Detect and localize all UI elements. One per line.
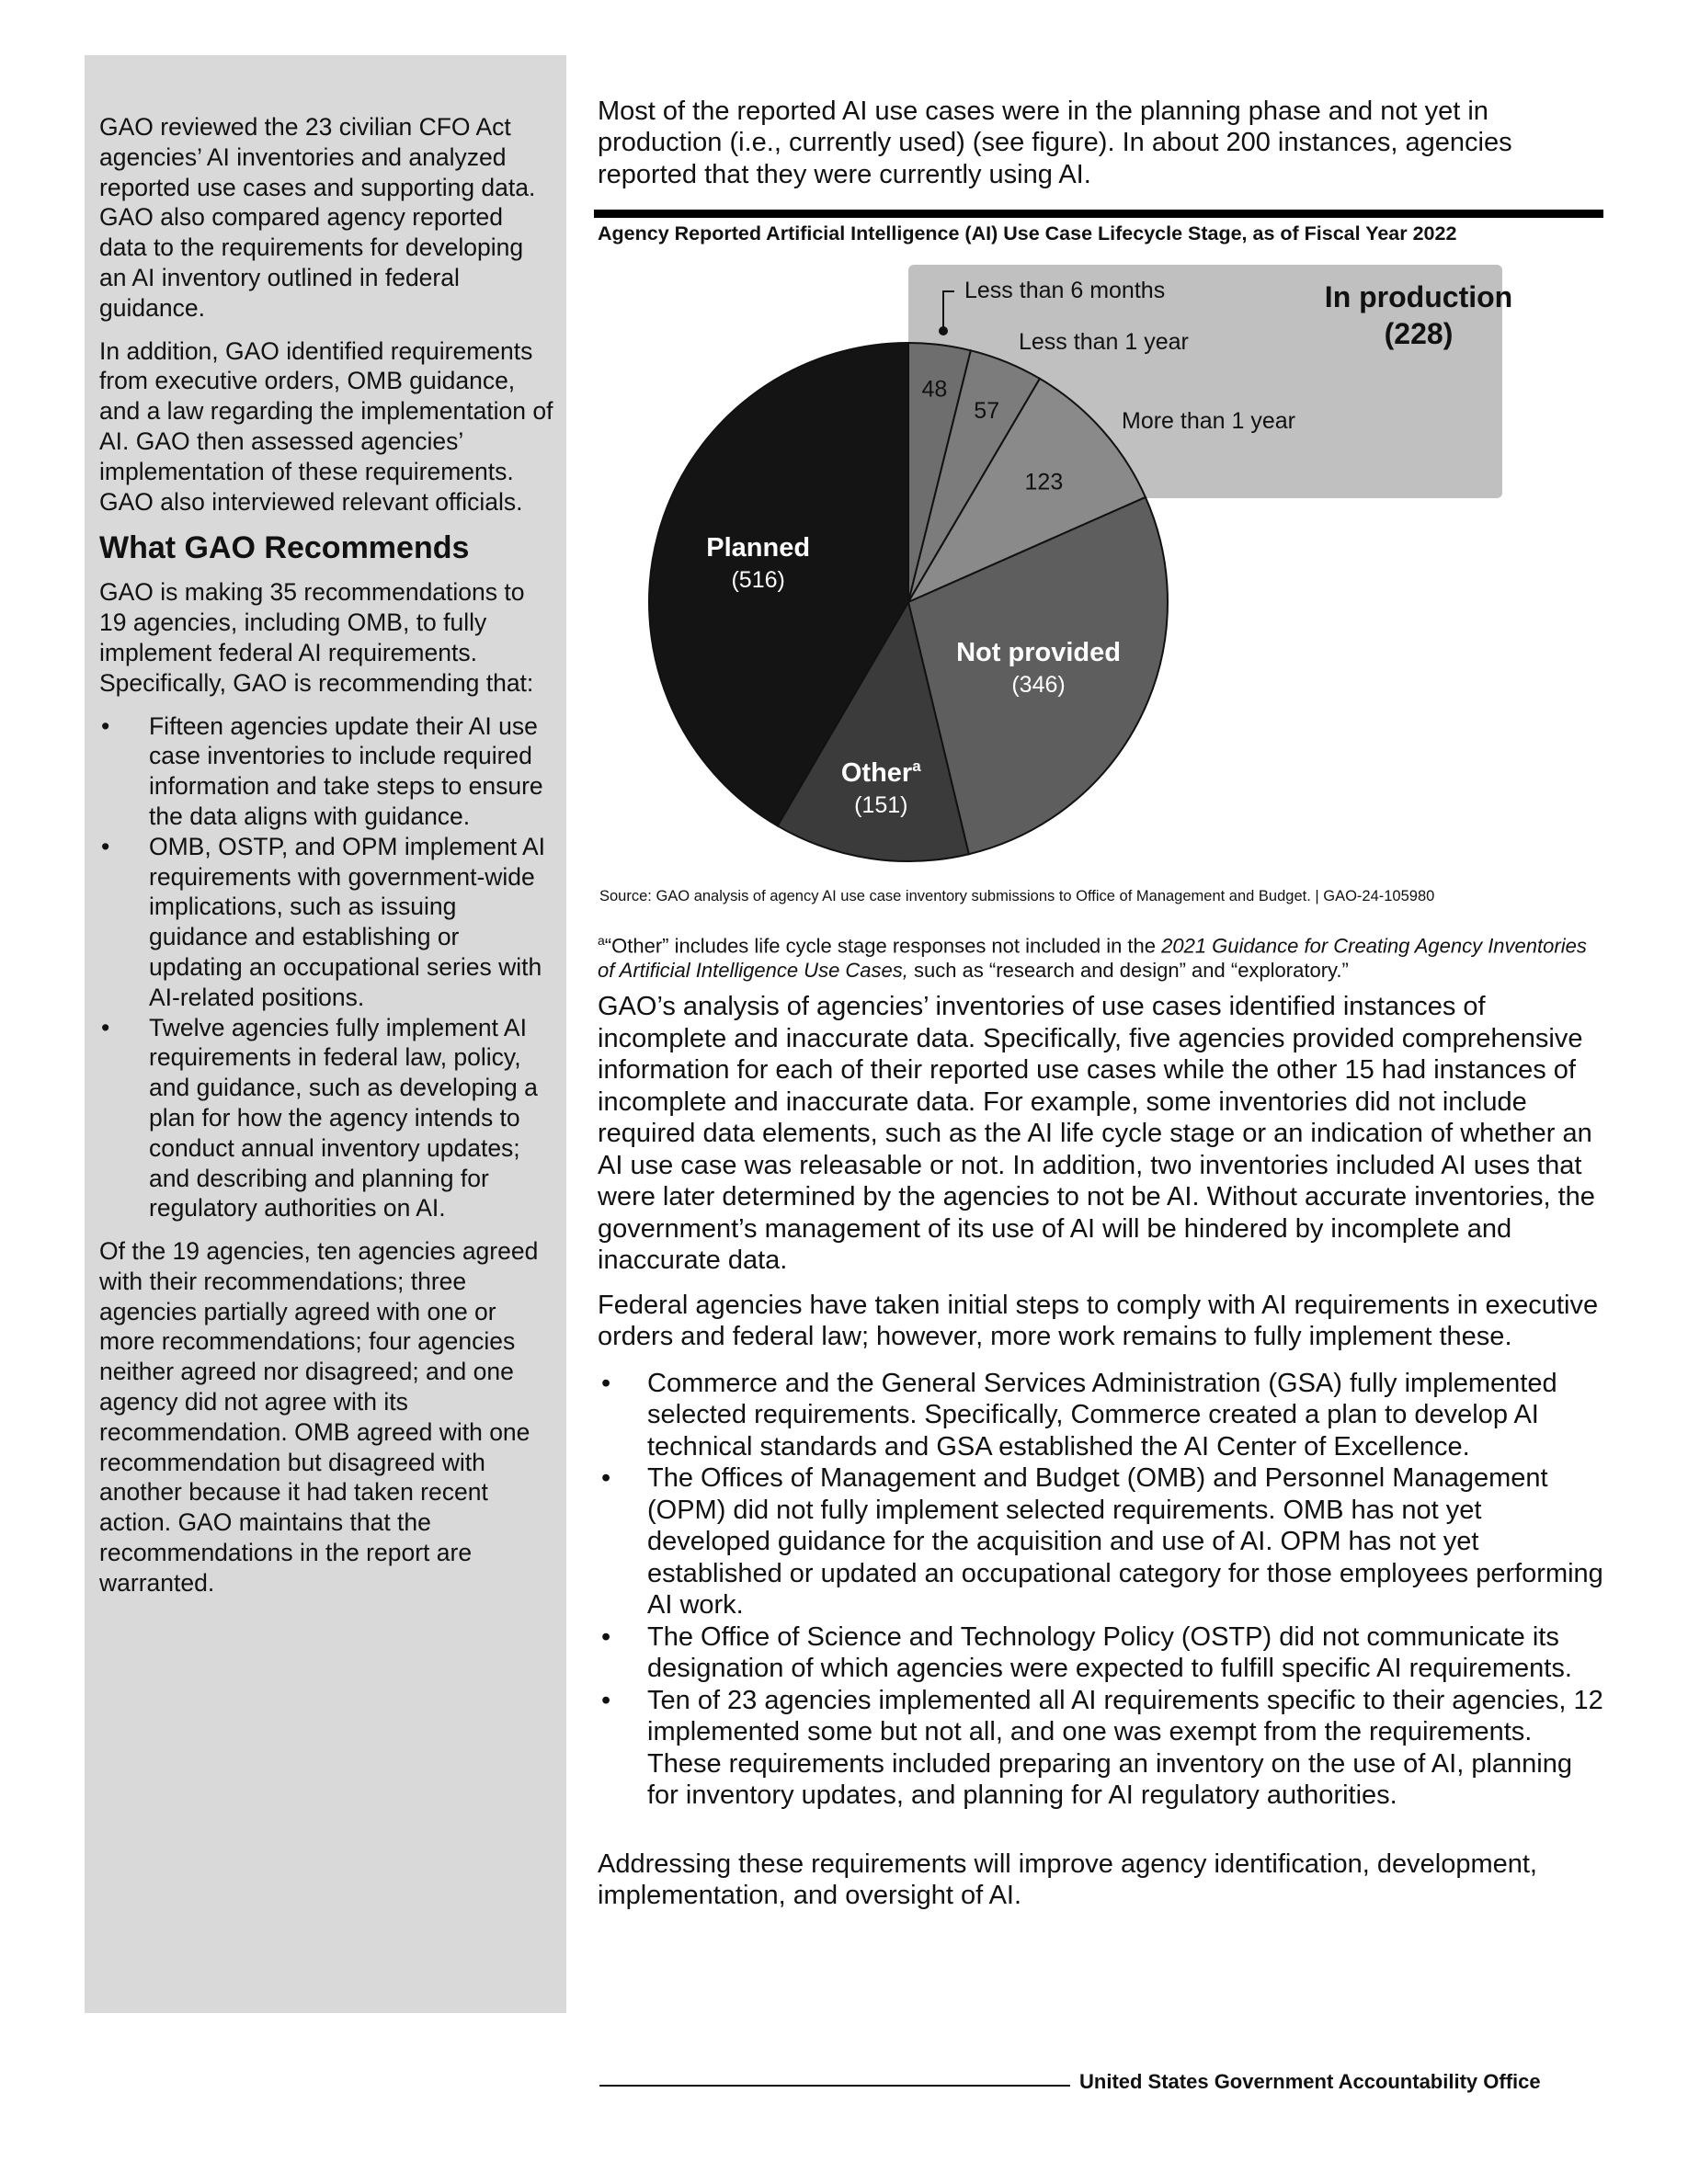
bullet-icon: • — [601, 1621, 611, 1652]
intro-paragraph: Most of the reported AI use cases were in the planning phase and not yet in production (i.e., currently used) (see figure). In about 200 instances, agencies reported that they were currently using AI. — [598, 97, 1512, 189]
figure-top-rule — [594, 210, 1603, 218]
footnote-marker: a — [598, 933, 605, 948]
analysis-paragraph-steps: Federal agencies have taken initial steps to comply with AI requirements in executive orders and federal law; however, more work remains to fully implement these. — [598, 1290, 1599, 1351]
slice-label-less-than-1-year: Less than 1 year — [1019, 329, 1189, 355]
footnote-guidance-title: 2021 Guidance for Creating Agency Inventories of Artificial Intelligence Use Cases, — [598, 934, 1587, 983]
slice-value-other: (151) — [854, 791, 908, 818]
list-item: • Ten of 23 agencies implemented all AI requirements specific to their agencies, 12 implemented some but not all, and one was exempt from the requirements. These requirements included preparing an inventory on the use of AI, planning for inventory updates, and planning for AI regulatory authorities. — [601, 1685, 1603, 1810]
bullet-icon: • — [601, 1685, 611, 1715]
bullet-icon: • — [101, 832, 110, 860]
figure-source: Source: GAO analysis of agency AI use case inventory submissions to Office of Management and Budget. | GAO-24-105980 — [599, 888, 1435, 904]
bullet-icon: • — [101, 711, 110, 740]
list-item: • Fifteen agencies update their AI use case inventories to include required information and take steps to ensure the data aligns with guidance. — [101, 711, 543, 830]
footnote-text-end: such as “research and design” and “exploratory.” — [907, 959, 1349, 983]
footer-organization: United States Government Accountability Office — [1079, 2070, 1541, 2093]
slice-label-not-provided: Not provided — [956, 638, 1121, 668]
slice-value-more-than-1-year: 123 — [1024, 469, 1064, 495]
slice-value-less-than-1-year: 57 — [974, 398, 1000, 425]
list-item: • Commerce and the General Services Administration (GSA) fully implemented selected requirements. Specifically, Commerce created a plan to develop AI technical standards and GSA established the AI Center of Excellence. — [601, 1368, 1557, 1462]
list-item: • The Offices of Management and Budget (OMB) and Personnel Management (OPM) did not fully implement selected requirements. OMB has not yet developed guidance for the acquisition and use of AI. OPM has not yet established or updated an occupational category for those employees performing AI work. — [601, 1463, 1603, 1620]
production-group-title: In production — [1324, 280, 1513, 313]
figure-title: Agency Reported Artificial Intelligence (AI) Use Case Lifecycle Stage, as of Fiscal Year 2022 — [598, 222, 1457, 245]
slice-label-more-than-1-year: More than 1 year — [1122, 408, 1295, 434]
analysis-paragraph-data: GAO’s analysis of agencies’ inventories of use cases identified instances of incomplete and inaccurate data. Specifically, five agencies provided comprehensive information for each of their reported use cases while the other 15 had instances of incomplete and inaccurate data. For example, some inventories did not include required data elements, such as the AI life cycle stage or an indication of whether an AI use case was releasable or not. In addition, two inventories included AI uses that were later determined by the agencies to not be AI. Without accurate inventories, the government’s management of its use of AI will be hindered by incomplete and inaccurate data. — [598, 992, 1595, 1275]
callout-dot-less-than-6-months — [939, 326, 948, 336]
lifecycle-pie-chart — [594, 257, 1605, 882]
sidebar-paragraph-methods: GAO reviewed the 23 civilian CFO Act agencies’ AI inventories and analyzed reported use cases and supporting data. GAO also compared agency reported data to the requirements for developing an AI inventory outlined in federal guidance. — [99, 113, 536, 322]
findings-list — [598, 1368, 1609, 1812]
analysis-section — [598, 991, 1609, 1925]
sidebar-paragraph-agency-responses: Of the 19 agencies, ten agencies agreed with their recommendations; three agencies partially agreed with one or more recommendations; four agencies neither agreed nor disagreed; and one agency did not agree with its recommendation. OMB agreed with one recommendation but disagreed with another because it had taken recent action. GAO maintains that the recommendations in the report are warranted. — [99, 1237, 539, 1597]
recommendations-heading: What GAO Recommends — [99, 530, 470, 566]
sidebar-paragraph-recommendations: GAO is making 35 recommendations to 19 agencies, including OMB, to fully implement federal AI requirements. Specifically, GAO is recommending that: — [99, 578, 534, 697]
figure-footnote — [598, 928, 1609, 983]
bullet-icon: • — [601, 1463, 611, 1493]
bullet-icon: • — [101, 1013, 110, 1041]
list-item: • OMB, OSTP, and OPM implement AI requirements with government-wide implications, such as issuing guidance and establishing or updating an occupational series with AI-related positions. — [101, 832, 546, 1011]
bullet-icon: • — [601, 1368, 611, 1398]
slice-value-planned: (516) — [731, 566, 785, 593]
recommendations-list — [99, 711, 553, 1224]
slice-label-planned: Planned — [706, 532, 811, 563]
footnote-marker-other: a — [912, 756, 921, 775]
slice-value-not-provided: (346) — [1011, 672, 1066, 699]
production-group-total: (228) — [1384, 317, 1454, 350]
slice-label-less-than-6-months: Less than 6 months — [964, 278, 1166, 303]
list-item: • Twelve agencies fully implement AI requirements in federal law, policy, and guidance, such as developing a plan for how the agency intends to conduct annual inventory updates; and describing and planning for regulatory authorities on AI. — [101, 1013, 538, 1223]
slice-label-other: Other$^a$ — [840, 756, 921, 788]
sidebar-summary — [85, 55, 566, 2013]
list-item: • The Office of Science and Technology Policy (OSTP) did not communicate its designation of which agencies were expected to fulfill specific AI requirements. — [601, 1621, 1572, 1683]
footer-rule — [599, 2085, 1070, 2087]
footnote-text-start: “Other” includes life cycle stage responses not included in the — [604, 934, 1162, 958]
slice-value-less-than-6-months: 48 — [921, 376, 948, 403]
analysis-paragraph-conclusion: Addressing these requirements will improve agency identification, development, implementation, and oversight of AI. — [598, 1848, 1537, 1910]
intro-section — [598, 96, 1602, 190]
sidebar-paragraph-requirements: In addition, GAO identified requirements from executive orders, OMB guidance, and a law regarding the implementation of AI. GAO then assessed agencies’ implementation of these requirements. GAO also interviewed relevant officials. — [99, 336, 553, 516]
